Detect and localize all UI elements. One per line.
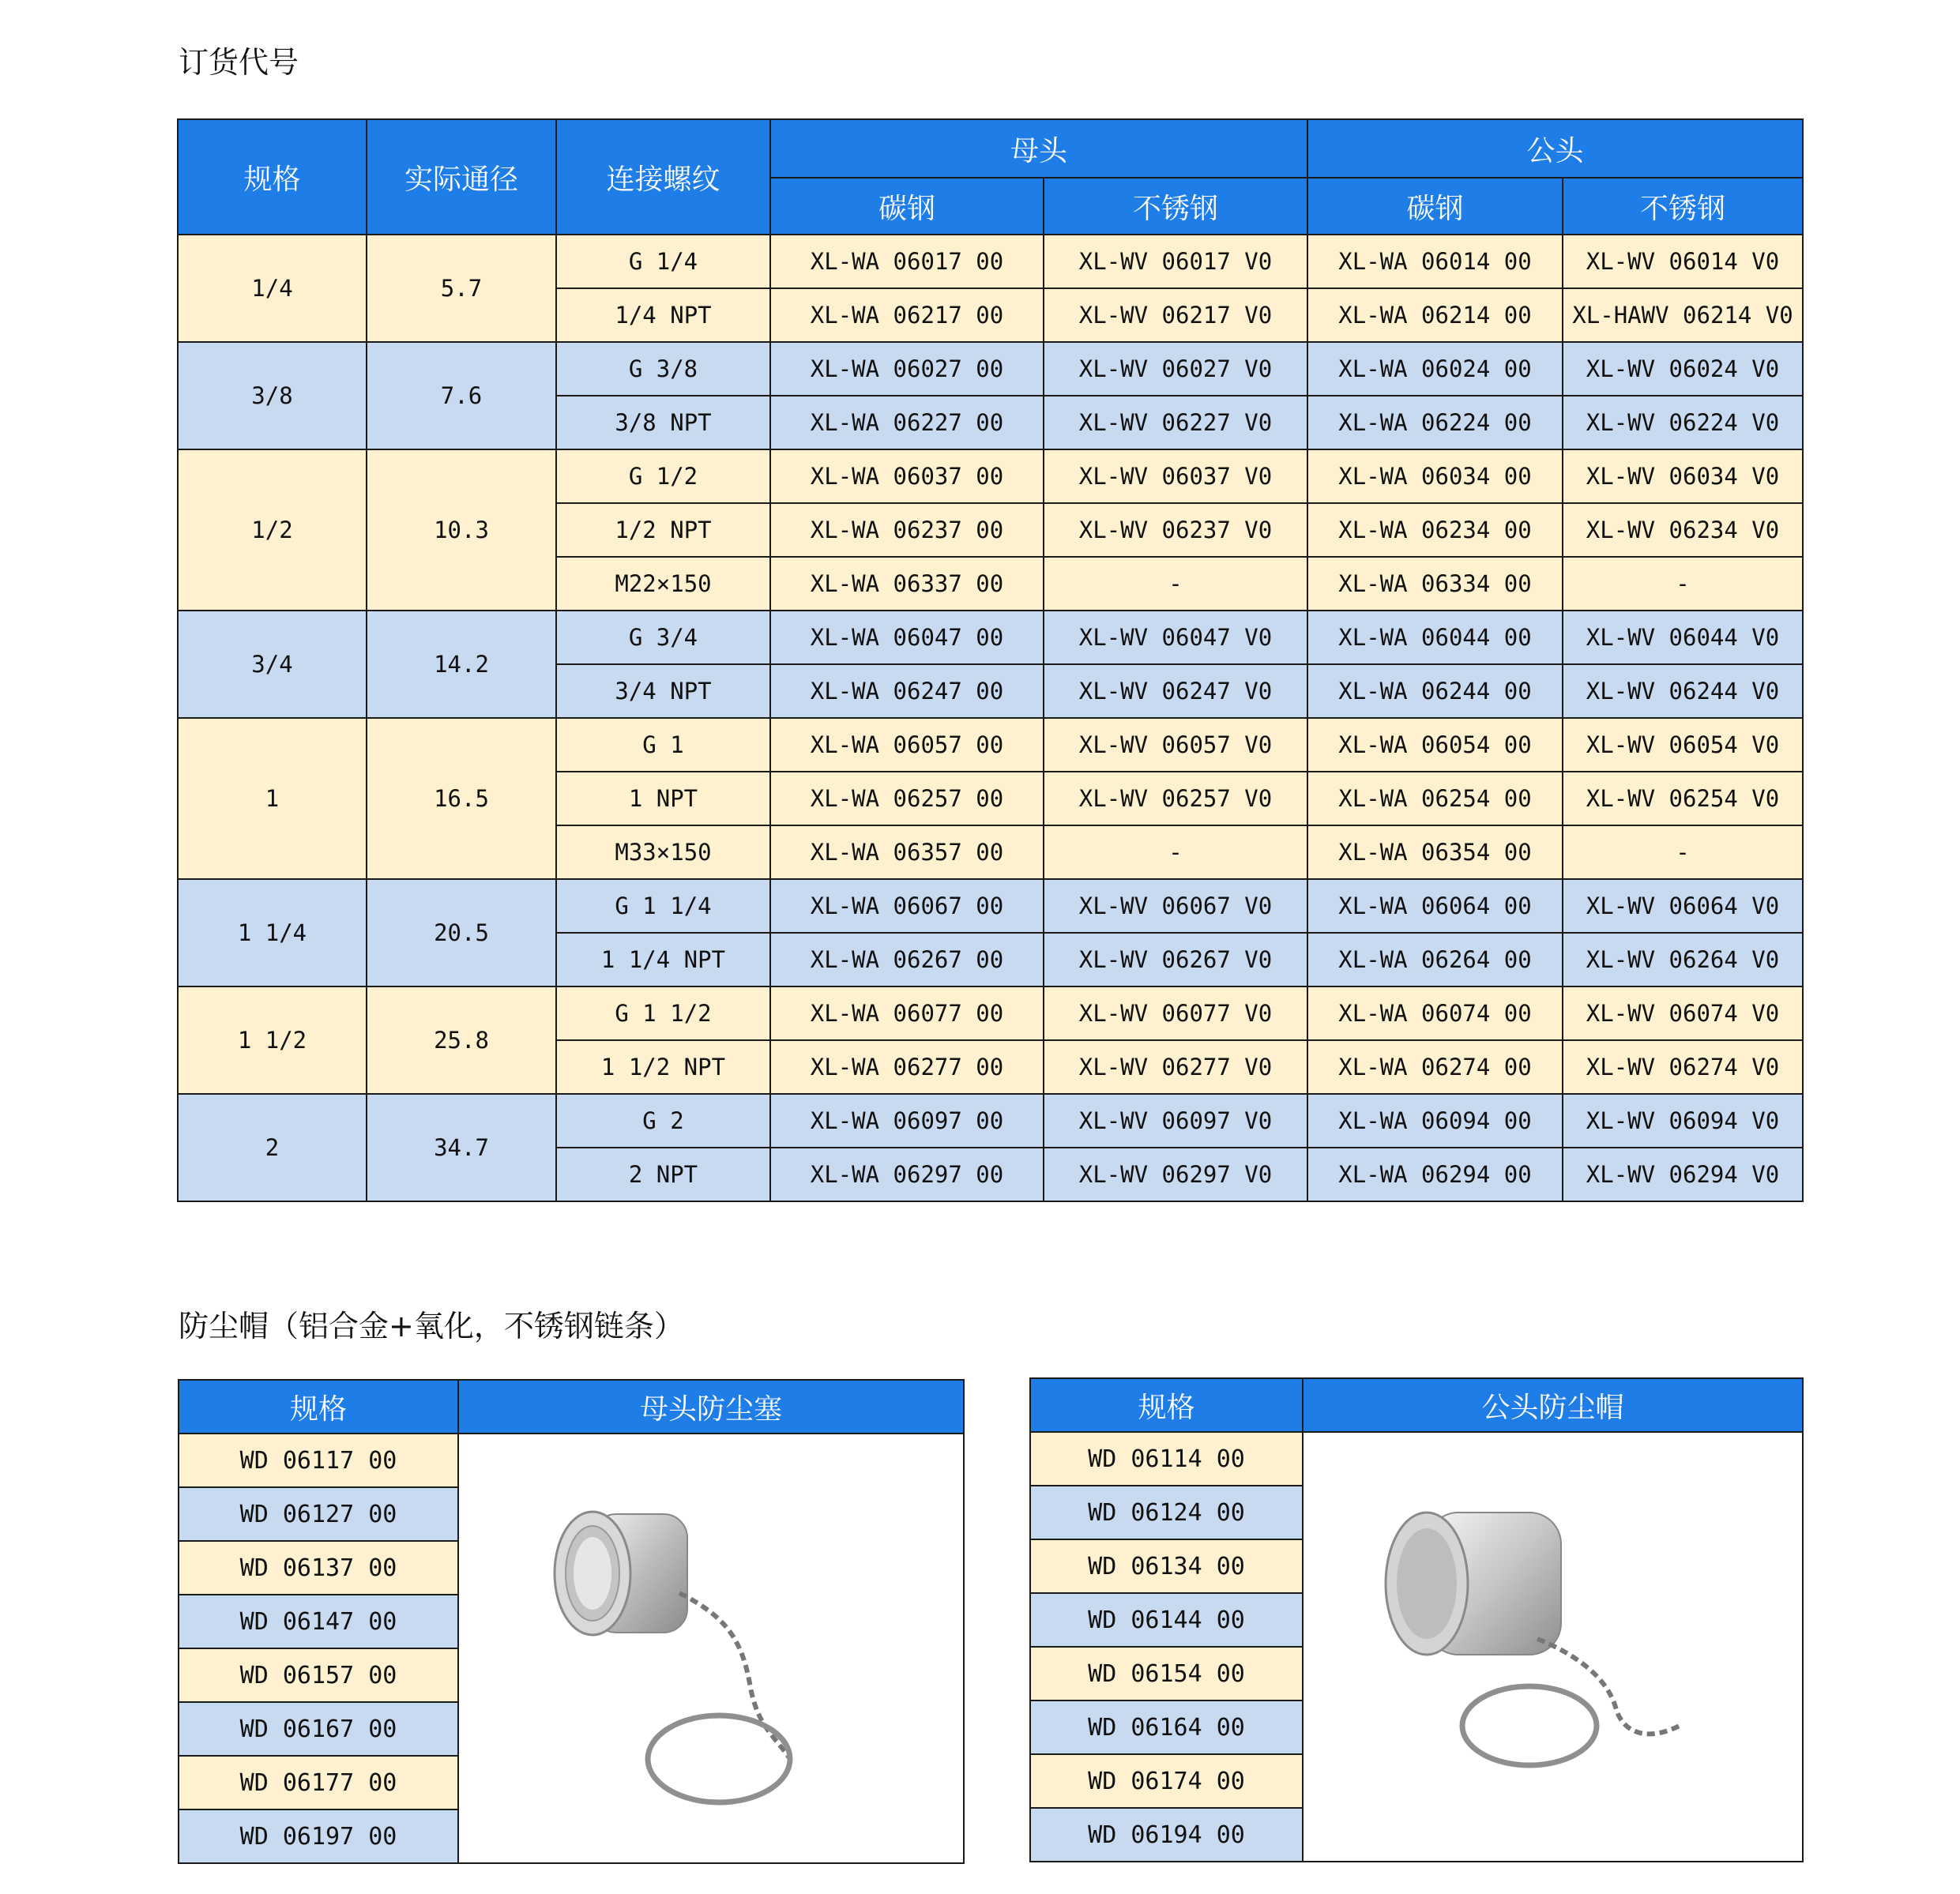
thread-cell: G 1/4 <box>556 235 770 288</box>
thread-cell: G 1 1/4 <box>556 879 770 933</box>
female-stainless-cell: XL-WV 06067 V0 <box>1044 879 1307 933</box>
male-stainless-cell: XL-WV 06274 V0 <box>1563 1040 1803 1094</box>
male-stainless-cell: XL-WV 06054 V0 <box>1563 718 1803 772</box>
order-code-title: 订货代号 <box>179 45 299 80</box>
female-stainless-cell: - <box>1044 557 1307 611</box>
order-code-table <box>177 118 1804 1202</box>
female-stainless-cell: XL-WV 06017 V0 <box>1044 235 1307 288</box>
header-female-carbon: 碳钢 <box>770 178 1044 235</box>
female-carbon-cell: XL-WA 06237 00 <box>770 503 1044 557</box>
table-row <box>178 1094 1803 1148</box>
male-carbon-cell: XL-WA 06224 00 <box>1307 396 1563 449</box>
male-carbon-cell: XL-WA 06034 00 <box>1307 449 1563 503</box>
female-stainless-cell: XL-WV 06217 V0 <box>1044 288 1307 342</box>
female-dust-plug-table <box>178 1379 965 1864</box>
female-item-header: 母头防尘塞 <box>458 1380 964 1434</box>
table-row <box>178 718 1803 772</box>
male-carbon-cell: XL-WA 06024 00 <box>1307 342 1563 396</box>
header-thread: 连接螺纹 <box>556 119 770 235</box>
female-stainless-cell: XL-WV 06077 V0 <box>1044 986 1307 1040</box>
dust-code-cell: WD 06144 00 <box>1030 1593 1303 1647</box>
spec-cell: 1/2 <box>178 449 367 611</box>
female-stainless-cell: XL-WV 06057 V0 <box>1044 718 1307 772</box>
spec-cell: 2 <box>178 1094 367 1201</box>
female-stainless-cell: XL-WV 06047 V0 <box>1044 611 1307 664</box>
bore-cell: 16.5 <box>367 718 556 879</box>
header-spec: 规格 <box>178 119 367 235</box>
male-stainless-cell: XL-WV 06264 V0 <box>1563 933 1803 986</box>
dust-code-cell: WD 06114 00 <box>1030 1432 1303 1486</box>
male-carbon-cell: XL-WA 06334 00 <box>1307 557 1563 611</box>
male-carbon-cell: XL-WA 06264 00 <box>1307 933 1563 986</box>
male-stainless-cell: XL-WV 06244 V0 <box>1563 664 1803 718</box>
male-stainless-cell: XL-WV 06034 V0 <box>1563 449 1803 503</box>
header-male: 公头 <box>1307 119 1803 178</box>
male-carbon-cell: XL-WA 06074 00 <box>1307 986 1563 1040</box>
male-carbon-cell: XL-WA 06094 00 <box>1307 1094 1563 1148</box>
male-stainless-cell: XL-WV 06014 V0 <box>1563 235 1803 288</box>
bore-cell: 10.3 <box>367 449 556 611</box>
dust-code-cell: WD 06157 00 <box>179 1648 458 1702</box>
bore-cell: 25.8 <box>367 986 556 1094</box>
female-stainless-cell: XL-WV 06297 V0 <box>1044 1148 1307 1201</box>
table-row <box>178 235 1803 288</box>
thread-cell: 1 1/4 NPT <box>556 933 770 986</box>
female-carbon-cell: XL-WA 06057 00 <box>770 718 1044 772</box>
header-female-stainless: 不锈钢 <box>1044 178 1307 235</box>
female-spec-header: 规格 <box>179 1380 458 1434</box>
thread-cell: G 1 <box>556 718 770 772</box>
thread-cell: G 2 <box>556 1094 770 1148</box>
female-stainless-cell: XL-WV 06267 V0 <box>1044 933 1307 986</box>
table-row <box>178 611 1803 664</box>
thread-cell: G 1 1/2 <box>556 986 770 1040</box>
bore-cell: 5.7 <box>367 235 556 342</box>
spec-cell: 1 <box>178 718 367 879</box>
dust-code-cell: WD 06167 00 <box>179 1702 458 1756</box>
male-stainless-cell: XL-HAWV 06214 V0 <box>1563 288 1803 342</box>
bore-cell: 34.7 <box>367 1094 556 1201</box>
female-carbon-cell: XL-WA 06257 00 <box>770 772 1044 825</box>
dust-code-cell: WD 06124 00 <box>1030 1486 1303 1539</box>
dust-code-cell: WD 06164 00 <box>1030 1700 1303 1754</box>
bore-cell: 20.5 <box>367 879 556 986</box>
male-stainless-cell: XL-WV 06094 V0 <box>1563 1094 1803 1148</box>
thread-cell: 1/2 NPT <box>556 503 770 557</box>
female-carbon-cell: XL-WA 06097 00 <box>770 1094 1044 1148</box>
female-carbon-cell: XL-WA 06047 00 <box>770 611 1044 664</box>
thread-cell: G 3/4 <box>556 611 770 664</box>
product-image-cell <box>1303 1432 1803 1862</box>
female-carbon-cell: XL-WA 06357 00 <box>770 825 1044 879</box>
male-carbon-cell: XL-WA 06064 00 <box>1307 879 1563 933</box>
female-carbon-cell: XL-WA 06297 00 <box>770 1148 1044 1201</box>
female-carbon-cell: XL-WA 06247 00 <box>770 664 1044 718</box>
dust-code-cell: WD 06147 00 <box>179 1595 458 1648</box>
thread-cell: 1/4 NPT <box>556 288 770 342</box>
header-male-stainless: 不锈钢 <box>1563 178 1803 235</box>
dust-plug-photo <box>521 1483 901 1814</box>
male-carbon-cell: XL-WA 06054 00 <box>1307 718 1563 772</box>
thread-cell: 2 NPT <box>556 1148 770 1201</box>
female-stainless-cell: XL-WV 06277 V0 <box>1044 1040 1307 1094</box>
male-stainless-cell: XL-WV 06254 V0 <box>1563 772 1803 825</box>
male-spec-header: 规格 <box>1030 1378 1303 1432</box>
bore-cell: 14.2 <box>367 611 556 718</box>
table-row <box>178 879 1803 933</box>
female-stainless-cell: XL-WV 06027 V0 <box>1044 342 1307 396</box>
thread-cell: 3/4 NPT <box>556 664 770 718</box>
thread-cell: M22×150 <box>556 557 770 611</box>
dust-code-cell: WD 06117 00 <box>179 1434 458 1487</box>
female-stainless-cell: XL-WV 06097 V0 <box>1044 1094 1307 1148</box>
header-bore: 实际通径 <box>367 119 556 235</box>
thread-cell: M33×150 <box>556 825 770 879</box>
male-carbon-cell: XL-WA 06354 00 <box>1307 825 1563 879</box>
spec-cell: 1 1/2 <box>178 986 367 1094</box>
female-stainless-cell: XL-WV 06237 V0 <box>1044 503 1307 557</box>
thread-cell: 1 1/2 NPT <box>556 1040 770 1094</box>
dust-code-cell: WD 06137 00 <box>179 1541 458 1595</box>
table-row <box>178 449 1803 503</box>
thread-cell: G 1/2 <box>556 449 770 503</box>
male-carbon-cell: XL-WA 06244 00 <box>1307 664 1563 718</box>
male-stainless-cell: - <box>1563 557 1803 611</box>
male-carbon-cell: XL-WA 06294 00 <box>1307 1148 1563 1201</box>
male-stainless-cell: XL-WV 06064 V0 <box>1563 879 1803 933</box>
dust-cap-title: 防尘帽（铝合金+氧化，不锈钢链条） <box>179 1309 684 1343</box>
bore-cell: 7.6 <box>367 342 556 449</box>
male-dust-cap-table <box>1029 1377 1804 1862</box>
male-stainless-cell: XL-WV 06294 V0 <box>1563 1148 1803 1201</box>
female-stainless-cell: XL-WV 06037 V0 <box>1044 449 1307 503</box>
female-carbon-cell: XL-WA 06037 00 <box>770 449 1044 503</box>
header-male-carbon: 碳钢 <box>1307 178 1563 235</box>
female-carbon-cell: XL-WA 06277 00 <box>770 1040 1044 1094</box>
male-stainless-cell: XL-WV 06044 V0 <box>1563 611 1803 664</box>
spec-cell: 3/4 <box>178 611 367 718</box>
female-carbon-cell: XL-WA 06017 00 <box>770 235 1044 288</box>
table-row <box>178 342 1803 396</box>
male-stainless-cell: XL-WV 06024 V0 <box>1563 342 1803 396</box>
dust-code-cell: WD 06197 00 <box>179 1809 458 1863</box>
male-carbon-cell: XL-WA 06214 00 <box>1307 288 1563 342</box>
male-carbon-cell: XL-WA 06274 00 <box>1307 1040 1563 1094</box>
male-carbon-cell: XL-WA 06234 00 <box>1307 503 1563 557</box>
female-stainless-cell: XL-WV 06247 V0 <box>1044 664 1307 718</box>
spec-cell: 1 1/4 <box>178 879 367 986</box>
female-carbon-cell: XL-WA 06077 00 <box>770 986 1044 1040</box>
female-stainless-cell: XL-WV 06227 V0 <box>1044 396 1307 449</box>
male-carbon-cell: XL-WA 06014 00 <box>1307 235 1563 288</box>
dust-code-cell: WD 06127 00 <box>179 1487 458 1541</box>
dust-code-cell: WD 06134 00 <box>1030 1539 1303 1593</box>
female-carbon-cell: XL-WA 06067 00 <box>770 879 1044 933</box>
spec-cell: 3/8 <box>178 342 367 449</box>
male-stainless-cell: - <box>1563 825 1803 879</box>
dust-code-cell: WD 06177 00 <box>179 1756 458 1809</box>
female-carbon-cell: XL-WA 06337 00 <box>770 557 1044 611</box>
table-row <box>1030 1432 1803 1486</box>
male-carbon-cell: XL-WA 06044 00 <box>1307 611 1563 664</box>
female-carbon-cell: XL-WA 06217 00 <box>770 288 1044 342</box>
dust-code-cell: WD 06154 00 <box>1030 1647 1303 1700</box>
female-stainless-cell: - <box>1044 825 1307 879</box>
female-carbon-cell: XL-WA 06267 00 <box>770 933 1044 986</box>
spec-cell: 1/4 <box>178 235 367 342</box>
product-image-cell <box>458 1434 964 1863</box>
male-stainless-cell: XL-WV 06074 V0 <box>1563 986 1803 1040</box>
header-female: 母头 <box>770 119 1307 178</box>
dust-code-cell: WD 06194 00 <box>1030 1808 1303 1862</box>
female-stainless-cell: XL-WV 06257 V0 <box>1044 772 1307 825</box>
thread-cell: G 3/8 <box>556 342 770 396</box>
dust-code-cell: WD 06174 00 <box>1030 1754 1303 1808</box>
female-carbon-cell: XL-WA 06227 00 <box>770 396 1044 449</box>
male-item-header: 公头防尘帽 <box>1303 1378 1803 1432</box>
table-row <box>179 1434 964 1487</box>
male-stainless-cell: XL-WV 06234 V0 <box>1563 503 1803 557</box>
female-carbon-cell: XL-WA 06027 00 <box>770 342 1044 396</box>
table-row <box>178 986 1803 1040</box>
thread-cell: 1 NPT <box>556 772 770 825</box>
male-carbon-cell: XL-WA 06254 00 <box>1307 772 1563 825</box>
dust-cap-photo <box>1364 1481 1743 1813</box>
thread-cell: 3/8 NPT <box>556 396 770 449</box>
male-stainless-cell: XL-WV 06224 V0 <box>1563 396 1803 449</box>
